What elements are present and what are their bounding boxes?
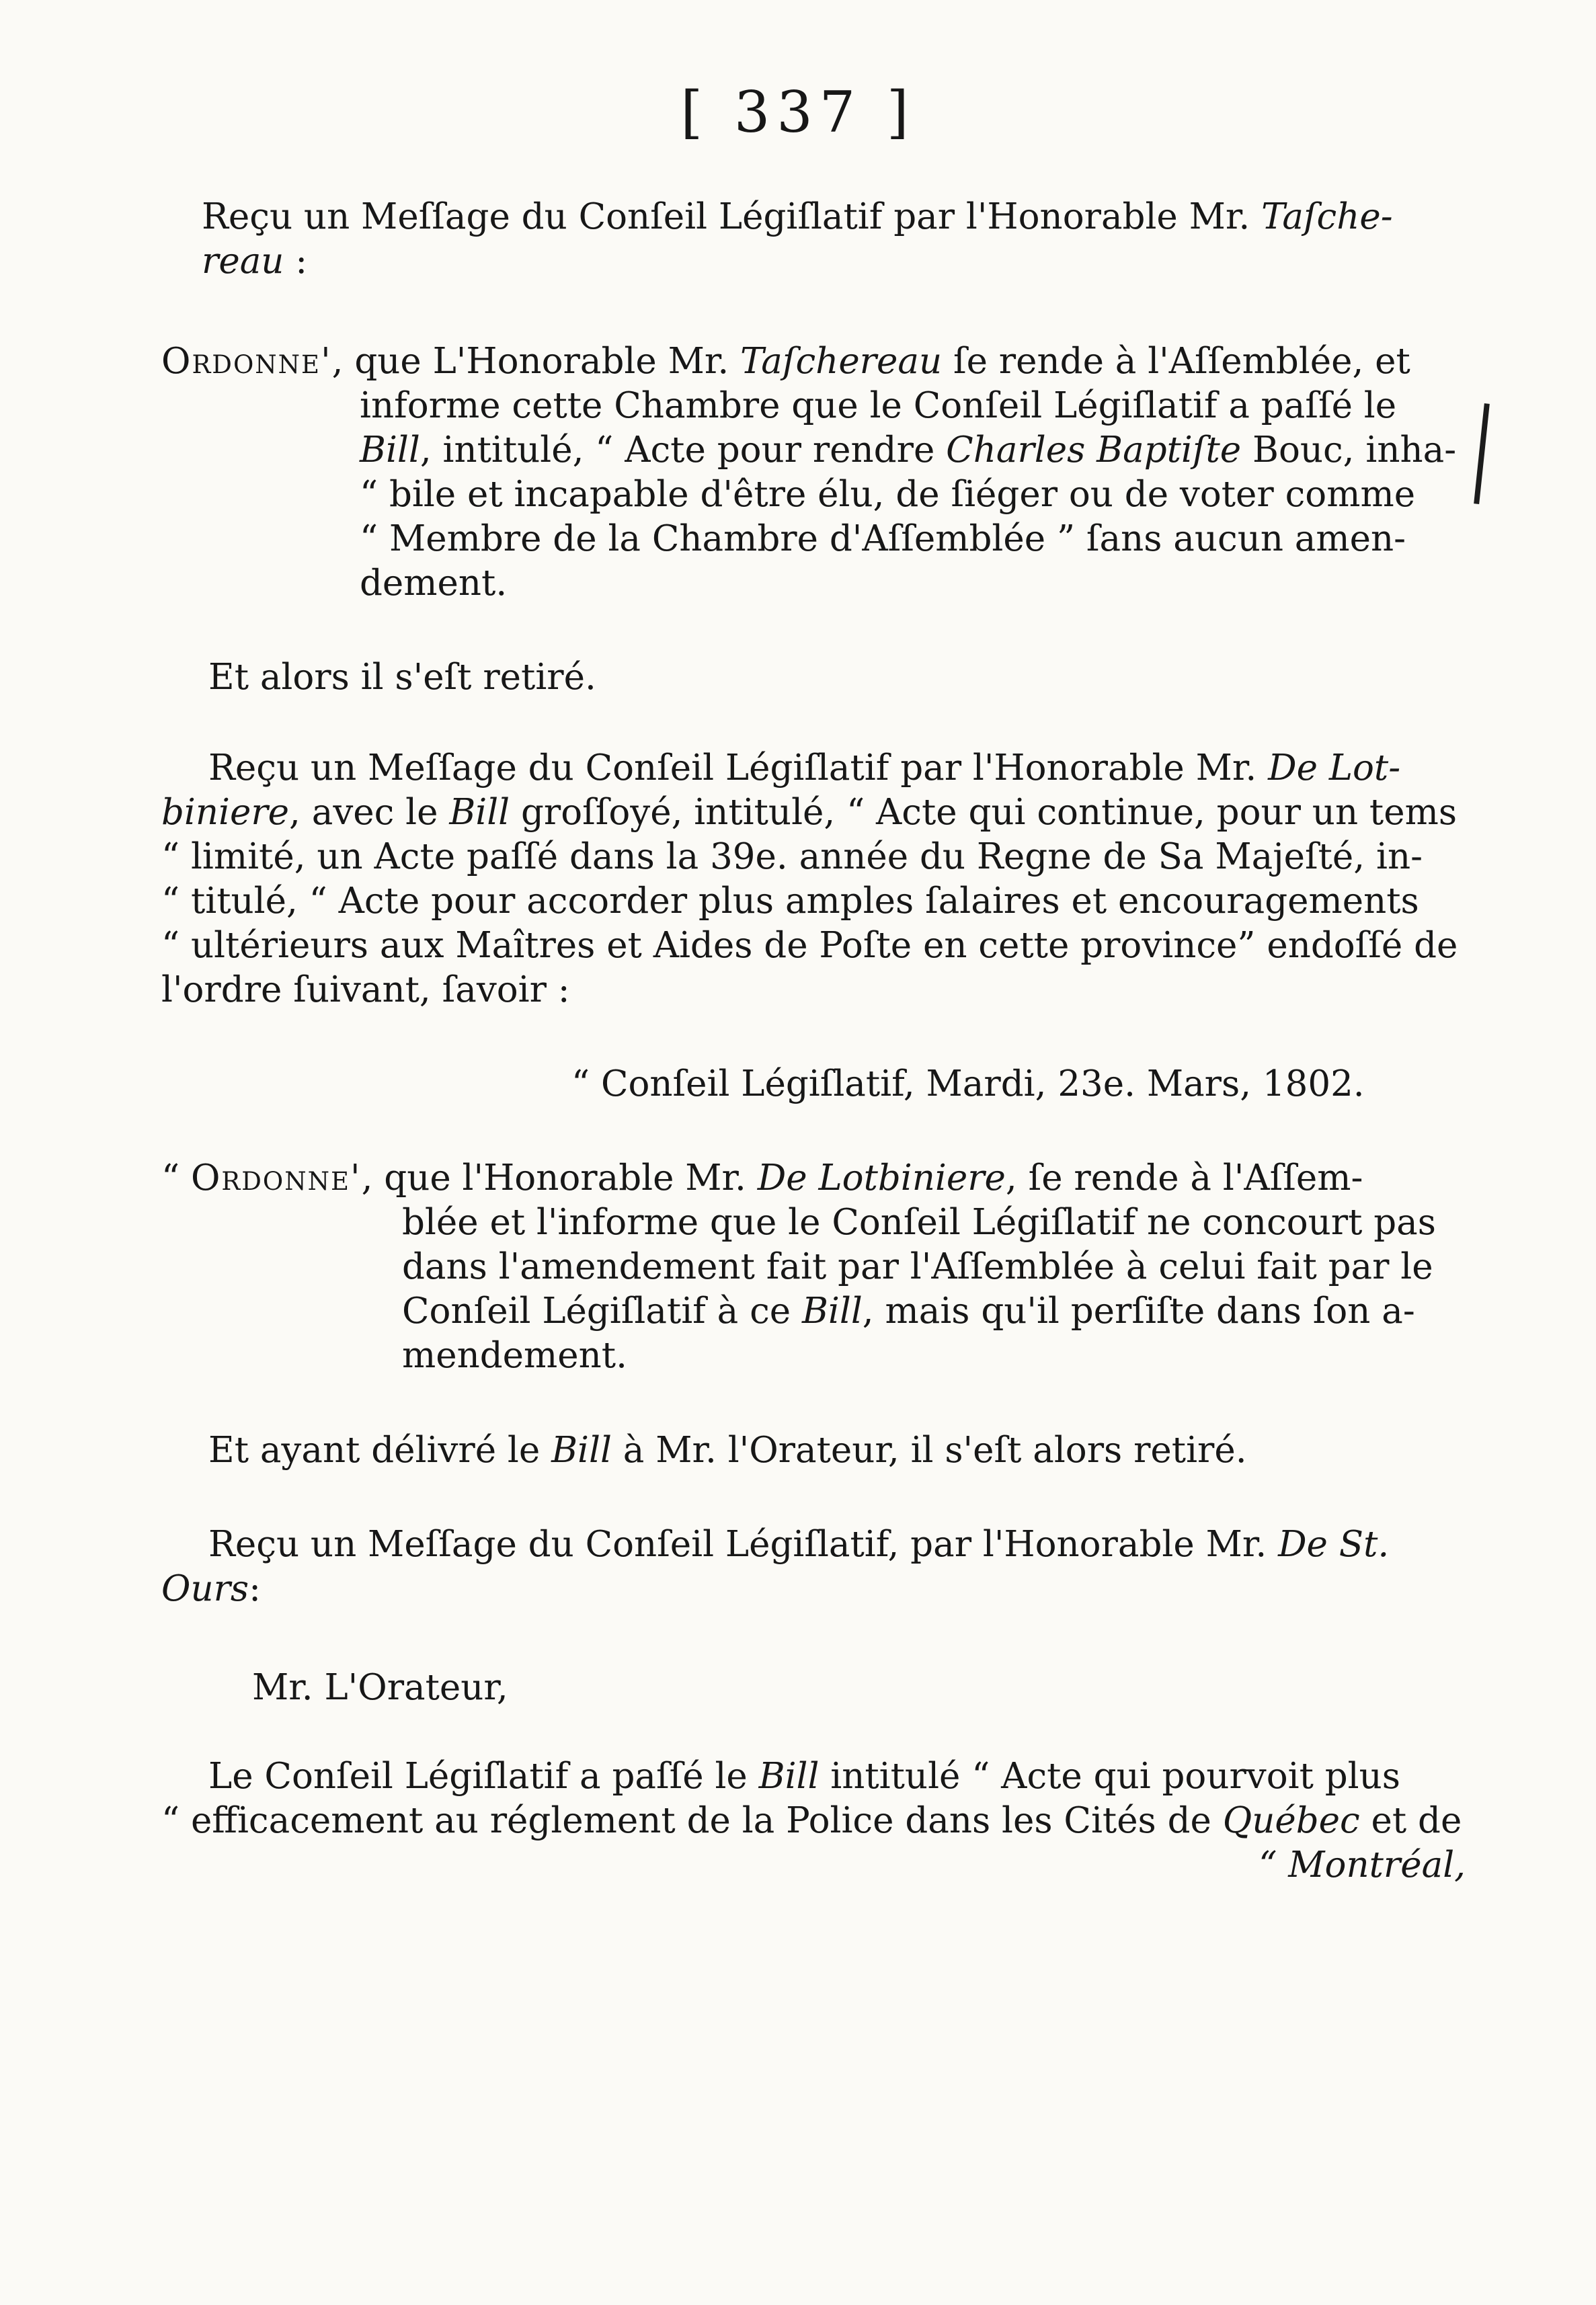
retired-line-1: Et alors il s'eſt retiré. xyxy=(208,657,596,698)
message-paragraph-2: Reçu un Meſſage du Conſeil Légiſlatif par l'Honorable Mr. De Lot- biniere, avec le Bill groſſoyé, intitulé, “ Acte qui continue, pour un tems “ limité, un Acte paſſé dans la 39e. année du Regne de Sa Majeſté, in- “ titulé, “ Acte pour accorder plus amples ſalaires et encouragements “ ultérieurs aux Maîtres et Aides de Poſte en cette province” endoſſé de l'ordre ſuivant, ſavoir : xyxy=(161,747,1458,1010)
order-paragraph-1-body: informe cette Chambre que le Conſeil Légiſlatif a paſſé le Bill, intitulé, “ Acte pour rendre Charles Baptiſte Bouc, inha- “ bile et incapable d'être élu, de ſiéger ou de voter comme “ Membre de la Chambre d'Aſſemblée ” ſans aucun amen- dement. xyxy=(360,385,1457,604)
dateline: “ Conſeil Légiſlatif, Mardi, 23e. Mars, 1802. xyxy=(571,1063,1365,1104)
message-paragraph-4: Le Conſeil Légiſlatif a paſſé le Bill intitulé “ Acte qui pourvoit plus “ efficacement au réglement de la Police dans les Cités de Québec et de “ Montréal, xyxy=(161,1756,1466,1886)
page-number: [ 337 ] xyxy=(680,79,916,145)
salutation: Mr. L'Orateur, xyxy=(252,1667,508,1708)
order-paragraph-2: “ Ordonne', que l'Honorable Mr. De Lotbiniere, ſe rende à l'Aſſem- xyxy=(161,1158,1363,1199)
order-paragraph-2-body: blée et l'informe que le Conſeil Légiſlatif ne concourt pas dans l'amendement fait par l'Aſſemblée à celui fait par le Conſeil Légiſlatif à ce Bill, mais qu'il perſiſte dans ſon a- mendement. xyxy=(402,1202,1436,1376)
message-paragraph-1: Reçu un Meſſage du Conſeil Légiſlatif par l'Honorable Mr. Taſche- reau : xyxy=(202,196,1393,282)
retired-line-2: Et ayant délivré le Bill à Mr. l'Orateur, il s'eſt alors retiré. xyxy=(208,1430,1247,1471)
message-paragraph-3: Reçu un Meſſage du Conſeil Légiſlatif, par l'Honorable Mr. De St. Ours: xyxy=(161,1524,1390,1609)
margin-mark xyxy=(1474,403,1490,504)
order-paragraph-1: Ordonne', que L'Honorable Mr. Taſchereau ſe rende à l'Aſſemblée, et xyxy=(161,341,1410,382)
